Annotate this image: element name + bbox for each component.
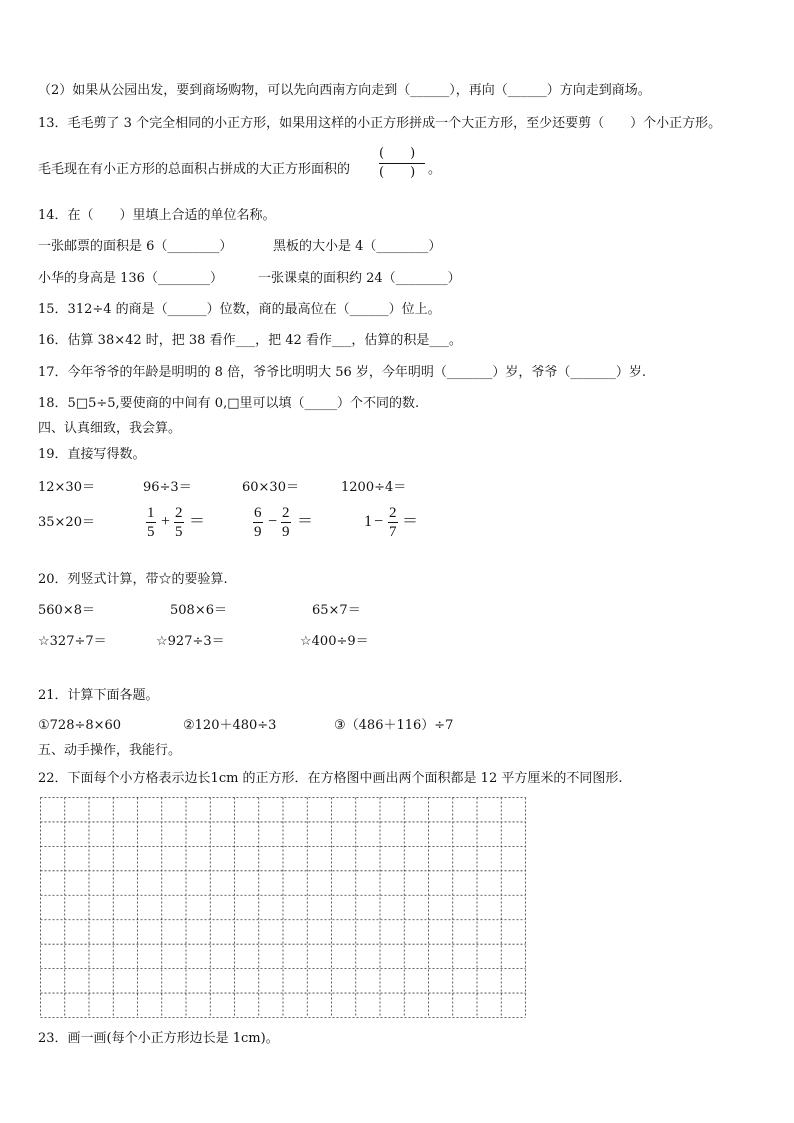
q19-title: 19．直接写得数。 [38, 447, 146, 462]
q15: 15．312÷4 的商是（______）位数，商的最高位在（______）位上。 [38, 302, 441, 317]
q14-item-d: 一张课桌的面积约 24（________） [258, 271, 461, 286]
fraction: 2 7 [389, 505, 397, 540]
equals-sign: ＝ [189, 513, 206, 530]
q19-r2-1: 35×20＝ [38, 515, 95, 530]
plus-sign: + [161, 513, 171, 530]
q13-line2-prefix: 毛毛现在有小正方形的总面积占拼成的大正方形面积的 [38, 162, 351, 177]
q20-r2-3: ☆400÷9＝ [300, 634, 369, 649]
q21-title: 21．计算下面各题。 [38, 688, 159, 703]
fraction-bar [379, 163, 425, 164]
q20-r2-2: ☆927÷3＝ [156, 634, 225, 649]
q14-title: 14．在（ ）里填上合适的单位名称。 [38, 208, 276, 223]
q20-title: 20．列竖式计算，带☆的要验算. [38, 572, 228, 587]
fraction: 1 5 [147, 505, 155, 540]
equals-sign: ＝ [402, 513, 419, 530]
q23: 23．画一画(每个小正方形边长是 1cm)。 [38, 1031, 279, 1046]
q20-r1-1: 560×8＝ [38, 603, 95, 618]
q20-r1-3: 65×7＝ [312, 603, 361, 618]
minus-sign: − [374, 513, 384, 530]
q19-r1-4: 1200÷4＝ [341, 480, 407, 495]
fraction: 2 9 [282, 505, 290, 540]
q19-r1-3: 60×30＝ [242, 480, 299, 495]
minus-sign: − [268, 513, 278, 530]
q13-line1: 13．毛毛剪了 3 个完全相同的小正方形，如果用这样的小正方形拼成一个大正方形，至少还要剪（ ）个小正方形。 [38, 116, 722, 131]
q14-item-c: 小华的身高是 136（________） [38, 271, 223, 286]
q19-r1-1: 12×30＝ [38, 480, 95, 495]
q22: 22．下面每个小方格表示边长1cm 的正方形．在方格图中画出两个面积都是 12 平方厘米的不同图形. [38, 771, 623, 786]
grid-svg [40, 797, 526, 1018]
q21-item-3: ③（486＋116）÷7 [334, 718, 454, 733]
fraction-denominator-blank: ( ) [379, 165, 416, 180]
square-grid[interactable] [40, 797, 526, 1018]
fraction-numerator-blank: ( ) [379, 146, 416, 161]
q14-item-a: 一张邮票的面积是 6（________） [38, 239, 233, 254]
section-4-heading: 四、认真细致，我会算。 [38, 421, 182, 436]
q20-r2-1: ☆327÷7＝ [38, 634, 107, 649]
q17: 17．今年爷爷的年龄是明明的 8 倍，爷爷比明明大 56 岁，今年明明（_______）岁，爷爷（_______）岁. [38, 365, 647, 380]
q12-part2: （2）如果从公园出发，要到商场购物，可以先向西南方向走到（______），再向（______）方向走到商场。 [38, 83, 651, 98]
fraction: 6 9 [254, 505, 262, 540]
q20-r1-2: 508×6＝ [170, 603, 227, 618]
q16: 16．估算 38×42 时，把 38 看作___，把 42 看作___，估算的积是___。 [38, 333, 462, 348]
q21-item-2: ②120＋480÷3 [183, 718, 277, 733]
q18: 18．5□5÷5,要使商的中间有 0,□里可以填（_____）个不同的数. [38, 396, 420, 411]
equals-sign: ＝ [297, 513, 314, 530]
whole-number: 1 [364, 513, 372, 530]
q13-answer-fraction[interactable] [379, 146, 425, 181]
q13-line2-suffix: 。 [428, 162, 442, 177]
fraction: 2 5 [175, 505, 183, 540]
section-5-heading: 五、动手操作，我能行。 [38, 743, 182, 758]
q21-item-1: ①728÷8×60 [38, 718, 122, 733]
q14-item-b: 黑板的大小是 4（________） [273, 239, 442, 254]
q19-r1-2: 96÷3＝ [143, 480, 192, 495]
